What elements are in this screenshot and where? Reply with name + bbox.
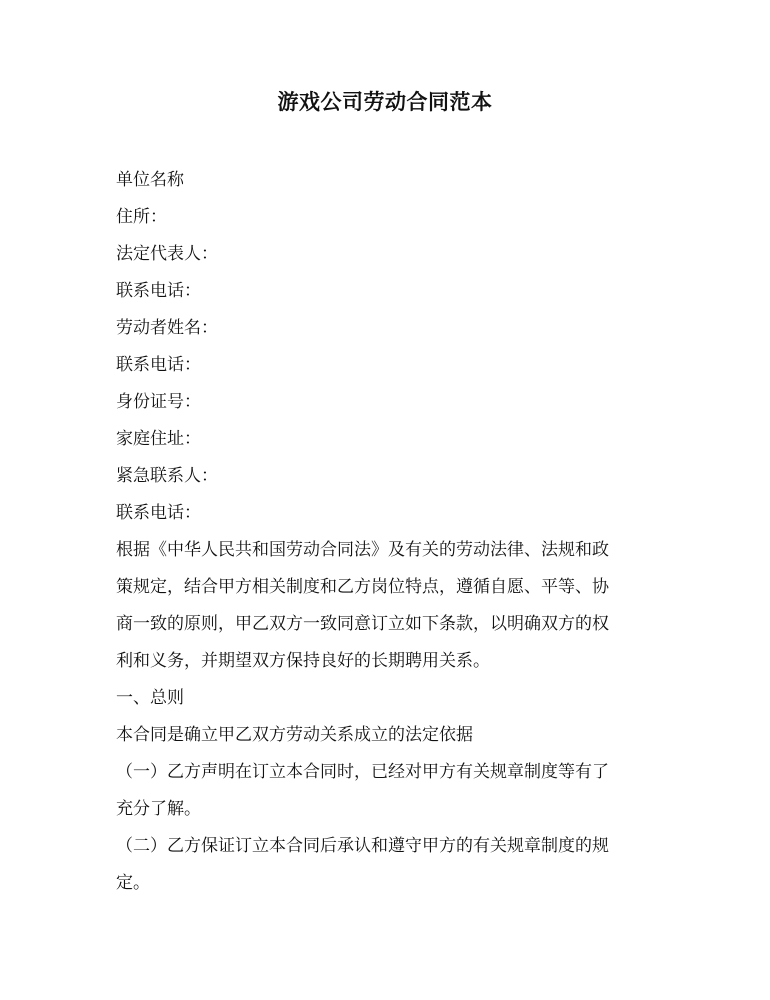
- clause-2-line: （二）乙方保证订立本合同后承认和遵守甲方的有关规章制度的规: [116, 836, 609, 856]
- preamble-line: 商一致的原则，甲乙双方一致同意订立如下条款，以明确双方的权: [116, 614, 609, 634]
- field-employee-name: 劳动者姓名：: [116, 318, 218, 338]
- field-id-number: 身份证号：: [116, 392, 201, 412]
- preamble-line: 根据《中华人民共和国劳动合同法》及有关的劳动法律、法规和政: [116, 540, 609, 560]
- preamble-line: 利和义务，并期望双方保持良好的长期聘用关系。: [116, 651, 490, 671]
- field-company-address: 住所：: [116, 207, 167, 227]
- field-legal-representative: 法定代表人：: [116, 244, 218, 264]
- field-company-phone: 联系电话：: [116, 281, 201, 301]
- field-emergency-contact: 紧急联系人：: [116, 466, 218, 486]
- preamble-line: 策规定，结合甲方相关制度和乙方岗位特点，遵循自愿、平等、协: [116, 577, 609, 597]
- field-home-address: 家庭住址：: [116, 429, 201, 449]
- section-heading: 一、总则: [116, 688, 184, 708]
- clause-2-line: 定。: [116, 873, 150, 893]
- field-emergency-phone: 联系电话：: [116, 503, 201, 523]
- section-intro: 本合同是确立甲乙双方劳动关系成立的法定依据: [116, 725, 473, 745]
- clause-2: [116, 828, 648, 902]
- clause-1: [116, 754, 648, 828]
- preamble-paragraph: [116, 532, 648, 680]
- clause-1-line: 充分了解。: [116, 799, 201, 819]
- field-company-name: 单位名称: [116, 170, 184, 190]
- document-body: [116, 162, 648, 902]
- document-title: 游戏公司劳动合同范本: [277, 90, 493, 114]
- clause-1-line: （一）乙方声明在订立本合同时，已经对甲方有关规章制度等有了: [116, 762, 609, 782]
- field-employee-phone: 联系电话：: [116, 355, 201, 375]
